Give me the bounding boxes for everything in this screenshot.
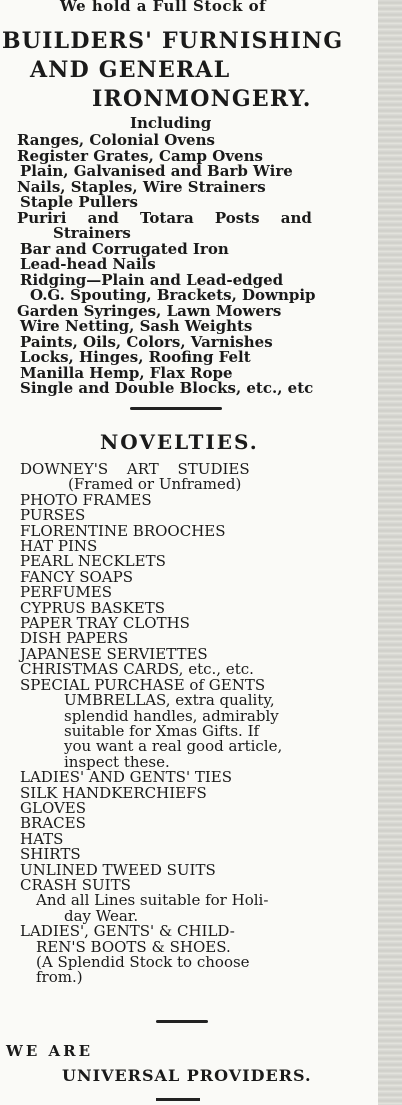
list-item: Strainers — [53, 224, 131, 242]
headline-general: AND GENERAL — [30, 57, 231, 83]
list-item: you want a real good article, — [64, 737, 283, 756]
list-item: PAPER TRAY CLOTHS — [20, 614, 190, 633]
list-item: Nails, Staples, Wire Strainers — [17, 177, 266, 196]
list-item: Wire Netting, Sash Weights — [20, 317, 253, 335]
list-item: HATS — [20, 829, 64, 848]
list-item: Lead-head Nails — [20, 255, 156, 273]
list-item: O.G. Spouting, Brackets, Downpip — [30, 286, 316, 304]
list-item: And all Lines suitable for Holi- — [36, 891, 269, 910]
intro-line: We hold a Full Stock of — [60, 0, 267, 15]
list-item: Garden Syringes, Lawn Mowers — [17, 301, 282, 320]
list-item: LADIES', GENTS' & CHILD- — [20, 922, 235, 941]
list-item: from.) — [36, 968, 83, 987]
list-item: CRASH SUITS — [20, 875, 131, 894]
universal-providers-line: UNIVERSAL PROVIDERS. — [62, 1066, 312, 1085]
list-item: SPECIAL PURCHASE of GENTS — [20, 675, 266, 694]
list-item: Staple Pullers — [20, 193, 138, 211]
page-edge — [378, 0, 402, 1105]
list-item: UNLINED TWEED SUITS — [20, 860, 216, 879]
novelties-list — [20, 462, 360, 986]
list-item: PHOTO FRAMES — [20, 490, 152, 509]
list-item: (A Splendid Stock to choose — [36, 953, 250, 971]
list-item: PERFUMES — [20, 583, 112, 602]
list-item: PURSES — [20, 506, 86, 525]
list-item: JAPANESE SERVIETTES — [20, 644, 208, 663]
section-divider — [156, 1020, 208, 1023]
headline-ironmongery: IRONMONGERY. — [92, 86, 312, 112]
novelties-heading: NOVELTIES. — [100, 430, 259, 454]
list-item: FLORENTINE BROOCHES — [20, 521, 226, 540]
list-item: Paints, Oils, Colors, Varnishes — [20, 332, 273, 351]
list-item: inspect these. — [64, 752, 170, 771]
list-item: BRACES — [20, 814, 86, 833]
list-item: SHIRTS — [20, 845, 81, 864]
list-item: Ridging—Plain and Lead-edged — [20, 270, 284, 289]
section-divider — [156, 1098, 200, 1101]
we-are-line: WE ARE — [6, 1042, 94, 1060]
list-item: Bar and Corrugated Iron — [20, 239, 229, 258]
list-item: CHRISTMAS CARDS, etc., etc. — [20, 660, 254, 679]
section-divider — [130, 407, 222, 410]
list-item: suitable for Xmas Gifts. If — [64, 721, 260, 740]
list-item: (Framed or Unframed) — [68, 475, 242, 494]
list-item: REN'S BOOTS & SHOES. — [36, 937, 231, 956]
list-item: DISH PAPERS — [20, 629, 129, 648]
list-item: HAT PINS — [20, 537, 98, 556]
list-item: GLOVES — [20, 798, 87, 817]
including-label: Including — [130, 114, 212, 132]
list-item: FANCY SOAPS — [20, 567, 133, 586]
list-item: CYPRUS BASKETS — [20, 598, 166, 617]
list-item: SILK HANDKERCHIEFS — [20, 783, 207, 802]
list-item: Plain, Galvanised and Barb Wire — [20, 162, 293, 180]
list-item: PEARL NECKLETS — [20, 552, 166, 571]
list-item: Register Grates, Camp Ovens — [17, 146, 263, 165]
list-item: LADIES' AND GENTS' TIES — [20, 768, 232, 787]
list-item: Puriri and Totara Posts and — [17, 208, 312, 227]
list-item: DOWNEY'S ART STUDIES — [20, 460, 250, 478]
list-item: Locks, Hinges, Roofing Felt — [20, 348, 251, 366]
list-item: UMBRELLAS, extra quality, — [64, 691, 275, 710]
list-item: Single and Double Blocks, etc., etc — [20, 379, 314, 397]
list-item: Manilla Hemp, Flax Rope — [20, 363, 233, 382]
list-item: day Wear. — [64, 906, 139, 925]
headline-builders: BUILDERS' FURNISHING — [2, 28, 344, 54]
list-item: splendid handles, admirably — [64, 706, 279, 725]
list-item: Ranges, Colonial Ovens — [17, 131, 215, 149]
ironmongery-list — [17, 133, 362, 397]
